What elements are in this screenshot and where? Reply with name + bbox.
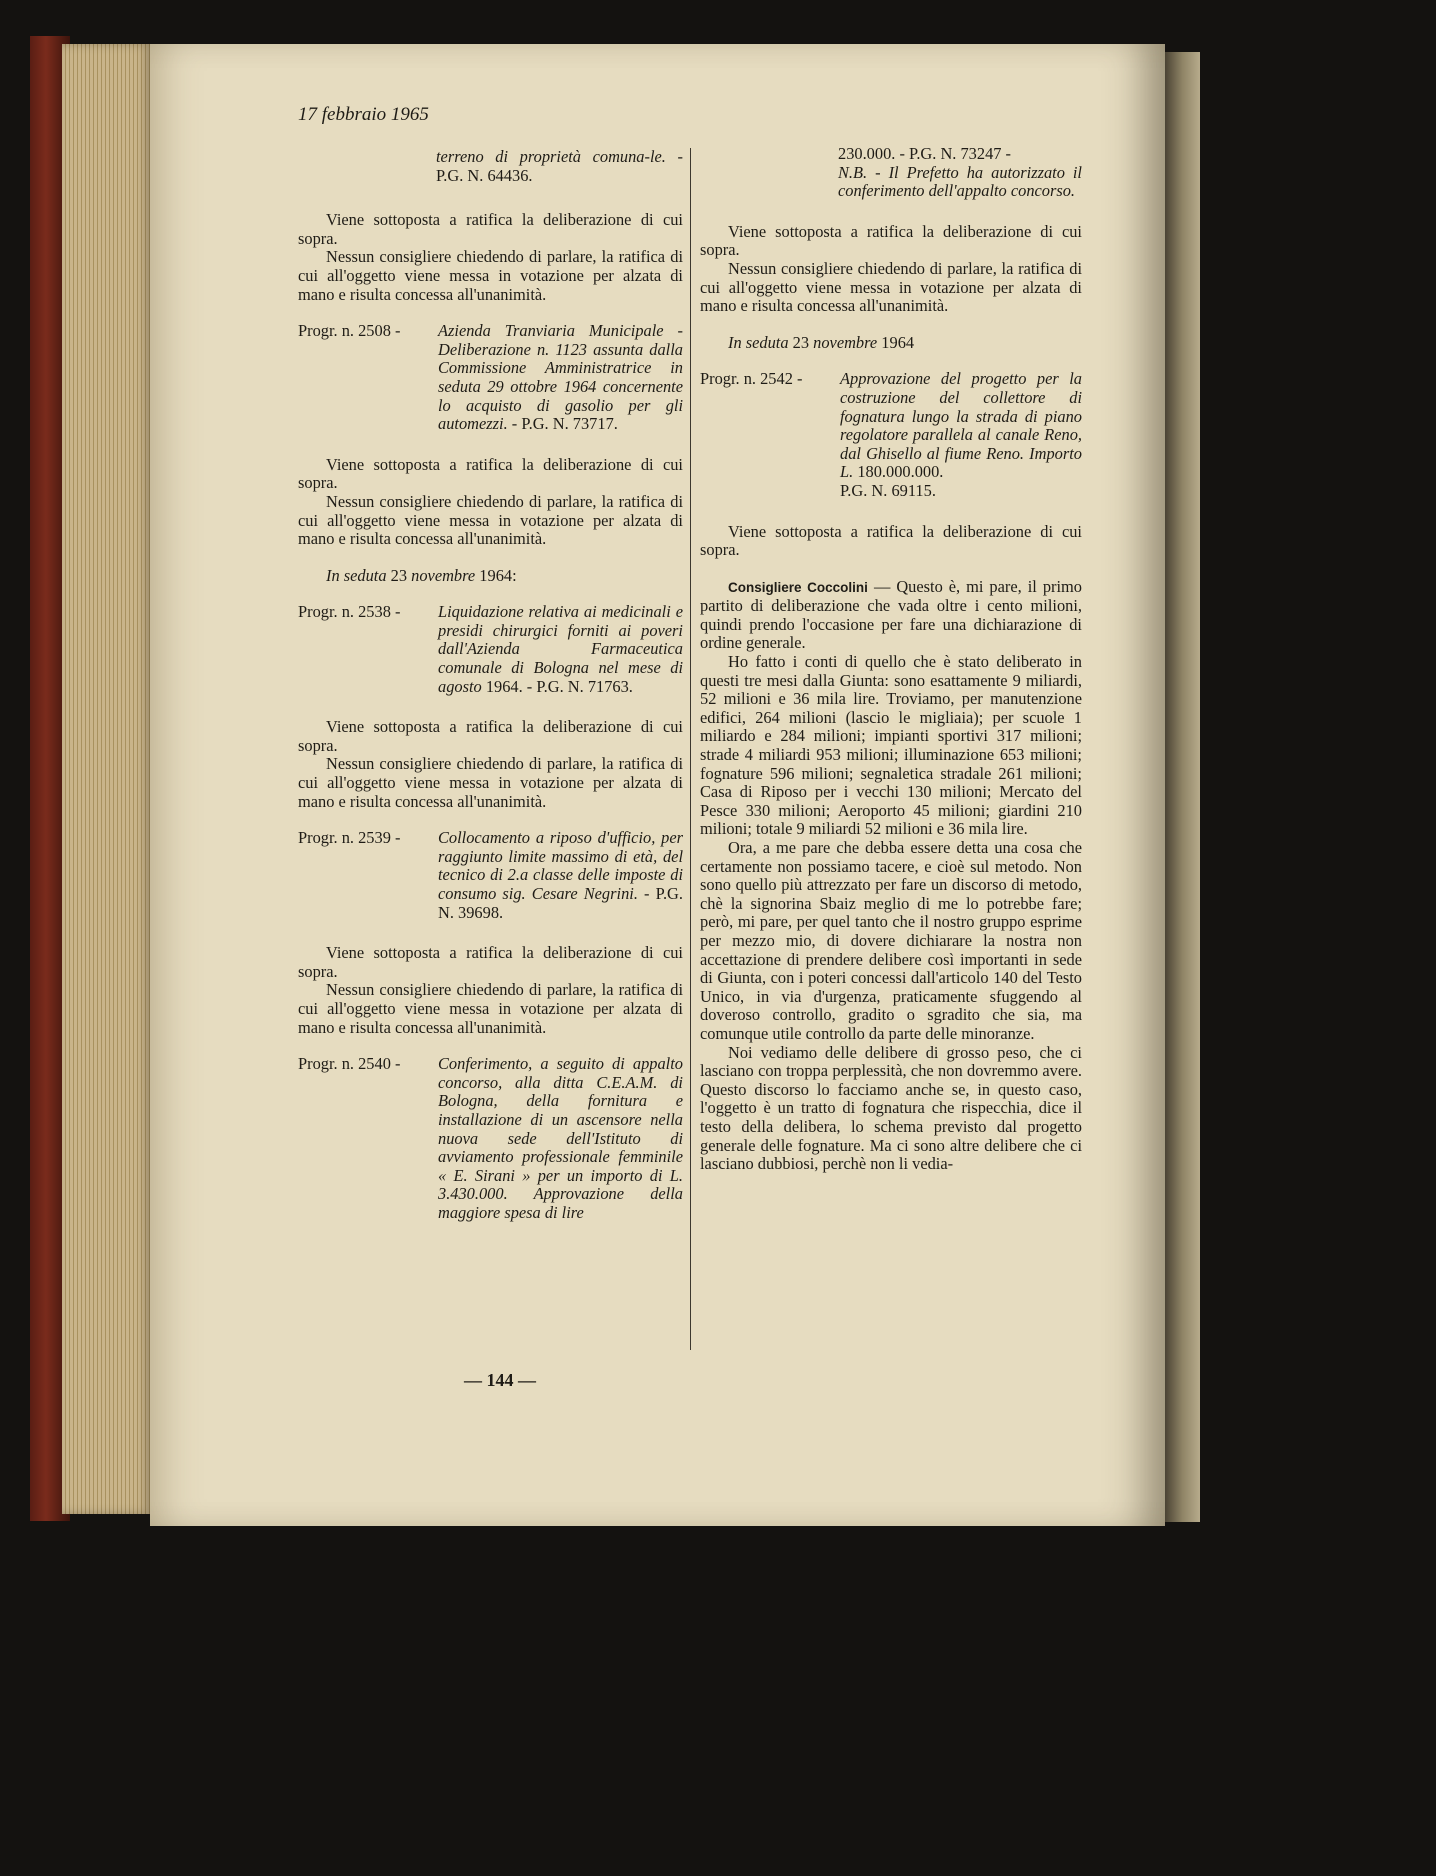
- progr-body: Liquidazione relativa ai medicinali e presidi chirurgici forniti ai poveri dall'Azienda Farmaceutica comunale di Bologna nel mese di agosto: [438, 602, 683, 696]
- progr-label: Progr. n. 2538 -: [298, 602, 401, 622]
- progr-2539: [298, 829, 683, 922]
- continued-item: [436, 148, 683, 185]
- ratifica-paragraph: Viene sottoposta a ratifica la deliberazione di cui sopra.: [700, 221, 1082, 260]
- progr-2508: [298, 322, 683, 434]
- seduta-heading: In seduta 23 novembre 1964:: [326, 565, 517, 585]
- speech-paragraph: Ho fatto i conti di quello che è stato deliberato in questi tre mesi dalla Giunta: sono esattamente 9 miliardi, 52 milioni e 36 mila lire. Troviamo, per manutenzione edifici, 264 milioni (lascio le migliaia); per scuole 1 miliardo e 284 milioni; impianti sportivi 317 milioni; strade 4 miliardi 953 milioni; illuminazione 653 milioni; fognature 596 milioni; segnaletica stradale 261 milioni; Casa di Riposo per i vecchi 130 milioni; Mercato del Pesce 330 milioni; Aeroporto 45 milioni; giardini 210 milioni; totale 9 miliardi 52 milioni e 36 mila lire.: [700, 652, 1082, 839]
- continued-pg: P.G. N. 64436.: [436, 165, 533, 185]
- ratifica-paragraph: Viene sottoposta a ratifica la deliberazione di cui sopra.: [700, 521, 1082, 560]
- speech-paragraph: Consigliere Coccolini — Questo è, mi pare, il primo partito di deliberazione che vada oltre i cento milioni, quindi prendo l'occasione per fare una dichiarazione di ordine generale.: [700, 576, 1082, 653]
- progr-body: Approvazione del progetto per la costruzione del collettore di fognatura lungo la strada di piano regolatore parallela al canale Reno, dal Ghisello al fiume Reno. Importo L.: [840, 369, 1082, 482]
- column-divider: [690, 148, 691, 1350]
- progr-body: Conferimento, a seguito di appalto concorso, alla ditta C.E.A.M. di Bologna, della fornitura e installazione di un ascensore nella nuova sede dell'Istituto di avviamento professionale femminile « E. Sirani » per un importo di L. 3.430.000. Approvazione della maggiore spesa di lire: [438, 1054, 683, 1222]
- vote-paragraph: Nessun consigliere chiedendo di parlare, la ratifica di cui all'oggetto viene messa in votazione per alzata di mano e risulta concessa all'unanimità.: [298, 980, 683, 1037]
- continued-item: [838, 145, 1082, 201]
- progr-label: Progr. n. 2539 -: [298, 828, 401, 848]
- ratifica-paragraph: Viene sottoposta a ratifica la deliberazione di cui sopra.: [298, 210, 683, 248]
- vote-paragraph: Nessun consigliere chiedendo di parlare, la ratifica di cui all'oggetto viene messa in votazione per alzata di mano e risulta concessa all'unanimità.: [298, 754, 683, 811]
- progr-pg: P.G. N. 69115.: [840, 480, 936, 500]
- progr-pg: 1964. - P.G. N. 71763.: [485, 676, 633, 696]
- ratifica-paragraph: Viene sottoposta a ratifica la deliberazione di cui sopra.: [298, 943, 683, 981]
- vote-paragraph: Nessun consigliere chiedendo di parlare, la ratifica di cui all'oggetto viene messa in votazione per alzata di mano e risulta concessa all'unanimità.: [298, 491, 683, 549]
- progr-amount: 180.000.000.: [857, 462, 944, 482]
- right-column: [700, 145, 1082, 1174]
- progr-2540: [298, 1055, 683, 1222]
- progr-label: Progr. n. 2540 -: [298, 1054, 401, 1074]
- speech-paragraph: Ora, a me pare che debba essere detta una cosa che certamente non possiamo tacere, e cioè sul metodo. Non sono quello più attrezzato per fare un discorso di metodo, chè la signorina Sbaiz meglio di me lo potrebbe fare; però, mi pare, per quel tanto che il nostro gruppo esprime per mezzo mio, di dovere dichiarare la nostra non accettazione di prendere delibere così importanti in sede di Giunta, con i poteri concessi dall'articolo 140 del Testo Unico, in via d'urgenza, praticamente sfuggendo al doveroso controllo, gradito o sgradito che sia, ma comunque utile controllo da parte delle minoranze.: [700, 838, 1082, 1043]
- next-page-edge: [1165, 52, 1200, 1522]
- vote-paragraph: Nessun consigliere chiedendo di parlare, la ratifica di cui all'oggetto viene messa in votazione per alzata di mano e risulta concessa all'unanimità.: [700, 258, 1082, 316]
- vote-paragraph: Nessun consigliere chiedendo di parlare, la ratifica di cui all'oggetto viene messa in votazione per alzata di mano e risulta concessa all'unanimità.: [298, 247, 683, 304]
- progr-label: Progr. n. 2508 -: [298, 321, 401, 341]
- continued-pg: 230.000. - P.G. N. 73247 -: [838, 144, 1012, 163]
- seduta-heading: In seduta 23 novembre 1964: [728, 332, 915, 352]
- speaker-name: Consigliere Coccolini: [728, 579, 868, 595]
- continued-body: terreno di proprietà comuna-le. -: [436, 147, 683, 166]
- page-header-date: 17 febbraio 1965: [298, 104, 429, 125]
- progr-2538: [298, 603, 683, 696]
- continued-note: N.B. - Il Prefetto ha autorizzato il conferimento dell'appalto concorso.: [838, 162, 1082, 201]
- progr-label: Progr. n. 2542 -: [700, 369, 803, 389]
- ratifica-paragraph: Viene sottoposta a ratifica la deliberazione di cui sopra.: [298, 454, 683, 493]
- progr-body: Collocamento a riposo d'ufficio, per raggiunto limite massimo di età, del tecnico di 2.a classe delle imposte di consumo sig. Cesare Negrini. -: [438, 828, 683, 903]
- page-edges: [62, 44, 152, 1514]
- progr-pg: P.G. N. 39698.: [438, 884, 683, 922]
- speech-paragraph: Noi vediamo delle delibere di grosso peso, che ci lasciano con troppa perplessità, che non dovremmo avere. Questo discorso lo facciamo anche se, in questo caso, l'oggetto è un tratto di fognatura che rispecchia, dice il testo della delibera, lo schema previsto dal progetto generale delle fognature. Ma ci sono altre delibere che ci lasciano dubbiosi, perchè non li vedia-: [700, 1042, 1082, 1174]
- progr-2542: [700, 370, 1082, 500]
- left-column: [298, 148, 683, 1223]
- page-number: — 144 —: [464, 1370, 536, 1390]
- progr-pg: P.G. N. 73717.: [521, 414, 618, 434]
- ratifica-paragraph: Viene sottoposta a ratifica la deliberazione di cui sopra.: [298, 717, 683, 755]
- progr-body: Azienda Tranviaria Municipale - Deliberazione n. 1123 assunta dalla Commissione Amministratrice in seduta 29 ottobre 1964 concernente lo acquisto di gasolio per gli automezzi. -: [438, 321, 683, 434]
